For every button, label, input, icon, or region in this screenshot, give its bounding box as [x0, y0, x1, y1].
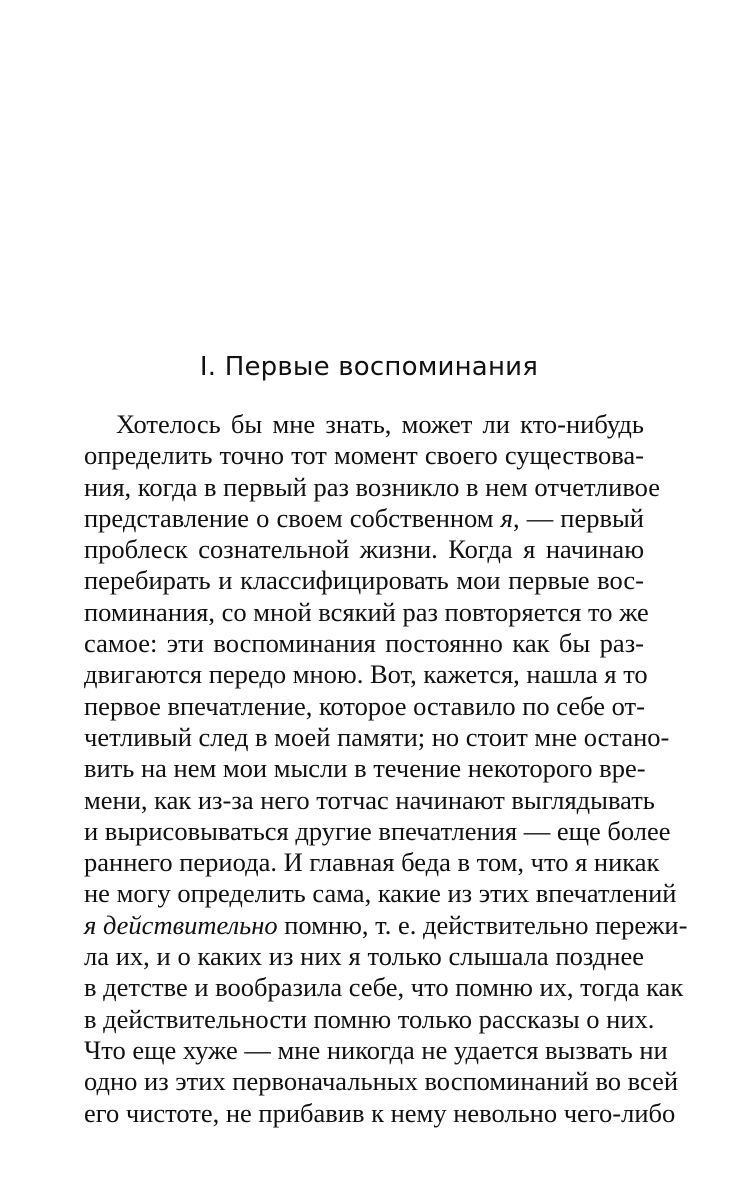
- text-line: [84, 721, 670, 753]
- text-segment: ла их, и о каких из них я только слышала позднее: [84, 941, 644, 972]
- text-line: [84, 878, 677, 909]
- text-line: [84, 471, 660, 503]
- text-line: [84, 1003, 655, 1035]
- text-segment: в детстве и вообразила себе, что помню их, тогда как: [84, 972, 684, 1003]
- text-segment: четливый след в моей памяти; но стоит мне остано-: [84, 721, 670, 752]
- text-line: [84, 1066, 679, 1097]
- text-segment: ния, когда в первый раз возникло в нем отчетливое: [84, 471, 660, 502]
- text-line: [84, 784, 655, 816]
- text-line: [84, 596, 649, 628]
- text-line: [84, 534, 644, 565]
- text-segment: перебирать и классифицировать мои первые вос-: [84, 565, 644, 596]
- text-segment: первое впечатление, которое оставило по себе от-: [84, 690, 645, 721]
- text-segment: представление о своем собственном: [84, 502, 501, 533]
- text-segment: вить на нем мои мысли в течение некоторого вре-: [84, 753, 646, 784]
- text-segment: в действительности помню только рассказы о них.: [84, 1003, 655, 1034]
- text-line: [84, 628, 644, 659]
- text-segment: самое: эти воспоминания постоянно как бы раз-: [84, 628, 644, 659]
- text-segment: не могу определить сама, какие из этих впечатлений: [84, 878, 677, 909]
- text-segment: , — первый: [513, 502, 644, 533]
- text-segment: определить точно тот момент своего существова-: [84, 440, 644, 471]
- text-segment: раннего периода. И главная беда в том, что я никак: [84, 847, 660, 878]
- text-line: [84, 1034, 668, 1066]
- text-line: [84, 753, 644, 784]
- text-line: [84, 691, 644, 722]
- text-segment: мени, как из-за него тотчас начинают выглядывать: [84, 784, 655, 815]
- text-line: [84, 847, 660, 878]
- text-segment: и вырисовываться другие впечатления — еще более: [84, 815, 671, 846]
- text-line: [84, 909, 688, 941]
- text-segment: помню, т. е. действительно пережи-: [277, 909, 688, 940]
- text-segment: Хотелось бы мне знать, может ли кто-нибудь: [116, 409, 644, 439]
- text-line: [84, 440, 644, 471]
- text-line: [84, 1097, 676, 1129]
- text-line: [84, 409, 644, 440]
- text-segment: Что еще хуже — мне никогда не удается вызвать ни: [84, 1034, 668, 1065]
- italic-text: я действительно: [84, 909, 278, 940]
- text-line: [84, 565, 644, 596]
- text-line: [84, 815, 671, 847]
- text-segment: его чистоте, не прибавив к нему невольно чего-либо: [84, 1097, 676, 1128]
- text-segment: двигаются передо мною. Вот, кажется, нашла я то: [84, 659, 648, 690]
- text-line: [84, 941, 644, 972]
- text-segment: одно из этих первоначальных воспоминаний во всей: [84, 1066, 679, 1097]
- text-line: [84, 972, 684, 1003]
- text-segment: проблеск сознательной жизни. Когда я начинаю: [84, 534, 644, 565]
- text-line: [84, 659, 648, 690]
- text-segment: поминания, со мной всякий раз повторяется то же: [84, 596, 649, 627]
- text-line: [84, 503, 644, 534]
- italic-text: я: [500, 502, 513, 533]
- chapter-title: I. Первые воспоминания: [199, 352, 539, 382]
- body-paragraph: [84, 409, 688, 1129]
